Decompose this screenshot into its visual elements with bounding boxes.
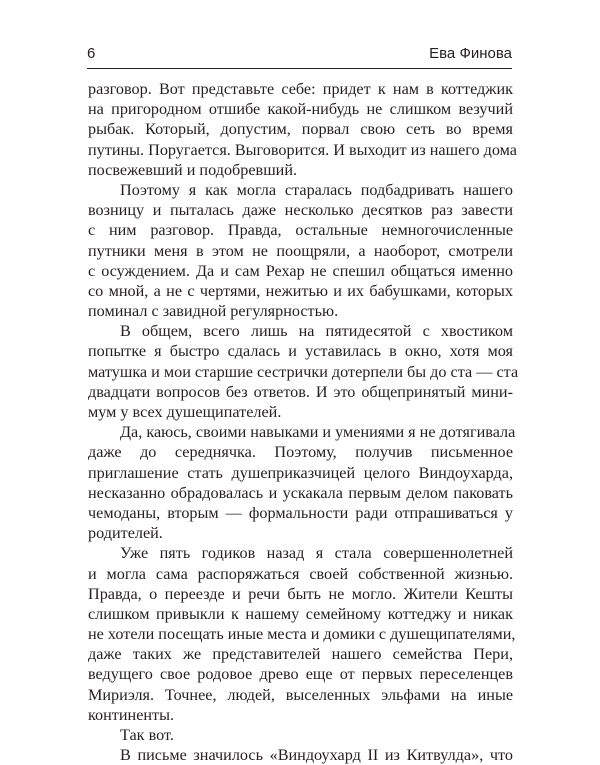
text-line: родителей. <box>88 524 163 543</box>
text-line: и могла сама распоряжаться своей собственной жизнью. <box>88 564 513 583</box>
text-line: рыбак. Который, допустим, порвал свою сеть во время <box>88 120 513 139</box>
text-line: путники меня в этом не поощряли, а наоборот, смотрели <box>88 241 513 260</box>
text-line: чемоданы, вторым — формальности ради отпрашиваться у <box>88 503 513 522</box>
text-line: не хотели посещать иные места и домики с душещипателями, <box>88 625 516 644</box>
text-line: со мной, а не с чертями, нежитью и их бабушками, которых <box>88 281 513 300</box>
header-rule <box>87 68 512 69</box>
text-line: на пригородном отшибе какой-нибудь не слишком везучий <box>88 100 513 119</box>
text-line: Да, каюсь, своими навыками и умениями я не дотягивала <box>120 423 516 442</box>
text-line: несказанно обрадовалась и ускакала первым делом паковать <box>88 483 513 502</box>
text-line: В письме значилось «Виндоухард II из Китвулда», что <box>120 746 513 765</box>
text-line: Правда, о переезде и речи быть не могло. Жители Кешты <box>88 584 513 603</box>
text-line: двадцати вопросов без ответов. И это общепринятый мини- <box>88 382 513 401</box>
text-line: ведущего свое родовое древо еще от первых переселенцев <box>88 665 513 684</box>
text-line: матушка и мои старшие сестрички дотерпели бы до ста — ста <box>88 362 519 381</box>
body-text <box>88 79 519 765</box>
text-line: мум у всех душещипателей. <box>88 403 282 421</box>
text-line: с ним разговор. Правда, остальные немногочисленные <box>88 221 513 240</box>
text-line: возницу и пыталась даже несколько десятков раз завести <box>88 201 513 220</box>
text-line: даже до середнячка. Поэтому, получив письменное <box>88 443 513 462</box>
text-line: В общем, всего лишь на пятидесятой с хвостиком <box>120 322 513 341</box>
text-line: попытке я быстро сдалась и уставилась в окно, хотя моя <box>88 342 513 361</box>
text-line: разговор. Вот представьте себе: придет к нам в коттеджик <box>88 80 513 98</box>
text-line: Мириэля. Точнее, людей, выселенных эльфами на иные <box>88 685 513 704</box>
text-line: путины. Поругается. Выговорится. И выходит из нашего дома <box>88 140 517 159</box>
text-line: Уже пять годиков назад я стала совершеннолетней <box>120 544 513 563</box>
page-number: 6 <box>87 45 96 62</box>
text-line: даже таких же представителей нашего семейства Пери, <box>88 645 513 664</box>
text-line: приглашение стать душеприказчицей целого Виндоухарда, <box>88 463 513 482</box>
text-line: поминал с завидной регулярностью. <box>88 302 339 321</box>
text-line: Так вот. <box>120 726 174 744</box>
text-line: слишком привыкли к нашему семейному коттеджу и никак <box>88 604 513 623</box>
text-line: посвежевший и подобревший. <box>88 160 298 179</box>
running-head-author: Ева Финова <box>429 45 512 62</box>
text-line: с осуждением. Да и сам Рехар не спешил общаться именно <box>88 261 513 280</box>
running-head <box>87 44 512 64</box>
text-line: континенты. <box>88 705 175 724</box>
text-line: Поэтому я как могла старалась подбадривать нашего <box>120 180 513 199</box>
